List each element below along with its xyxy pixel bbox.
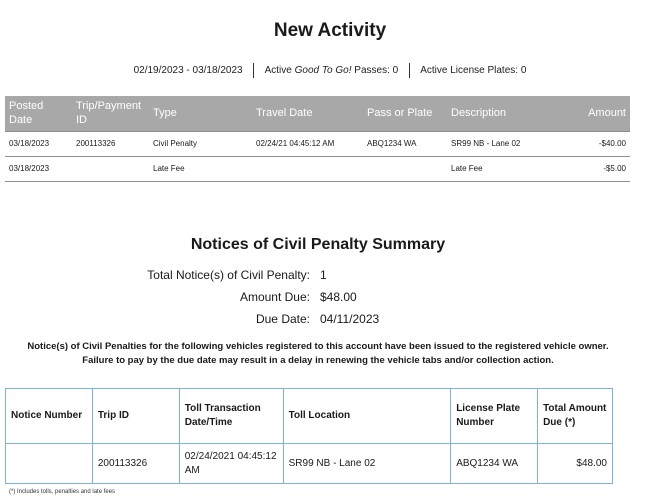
description-cell: Late Fee [447,156,560,181]
notices-header-row [6,389,613,444]
total-notices-label: Total Notice(s) of Civil Penalty: [147,268,310,282]
posted-date-cell: 03/18/2023 [5,156,72,181]
notices-table [5,388,613,484]
posted-date-cell: 03/18/2023 [5,131,72,156]
header-license-plate-number: License Plate Number [451,389,538,444]
amount-due-label: Amount Due: [239,290,310,304]
header-type: Type [149,96,252,131]
total-notices-row [0,268,660,284]
header-notice-number: Notice Number [6,389,93,444]
license-plate-cell: ABQ1234 WA [451,444,538,484]
active-plates: Active License Plates: 0 [420,65,527,77]
page-title: New Activity [273,20,387,41]
table-row [5,131,630,156]
header-trip-id: Trip ID [92,389,179,444]
pass-or-plate-cell [363,156,447,181]
date-range: 02/19/2023 - 03/18/2023 [133,65,243,77]
separator [253,63,254,78]
amount-due-row [0,290,660,306]
total-amount-cell: $48.00 [538,444,613,484]
civil-penalty-summary-title: Notices of Civil Penalty Summary [190,236,446,253]
footnote: (*) Includes tolls, penalties and late fees [9,489,116,495]
datetime-cell: 02/24/2021 04:45:12 AM [179,444,283,484]
trip-id-cell [72,156,149,181]
header-travel-date: Travel Date [252,96,363,131]
due-date-value: 04/11/2023 [320,312,380,326]
table-row [6,444,613,484]
travel-date-cell: 02/24/21 04:45:12 AM [252,131,363,156]
amount-due-value: $48.00 [320,290,357,304]
active-passes: Active Good To Go! Passes: 0 [264,65,399,77]
separator [409,63,410,78]
amount-cell: -$5.00 [560,156,630,181]
notice-line-1: Notice(s) of Civil Penalties for the following vehicles registered to this account have been issued to the registered vehicle owner. [27,341,609,352]
amount-cell: -$40.00 [560,131,630,156]
due-date-label: Due Date: [255,312,310,326]
header-amount: Amount [560,96,630,131]
trip-id-cell: 200113326 [92,444,179,484]
header-description: Description [447,96,560,131]
notice-number-cell [6,444,93,484]
total-notices-value: 1 [320,268,327,282]
activity-table [5,96,630,182]
header-toll-transaction-datetime: Toll Transaction Date/Time [179,389,283,444]
type-cell: Late Fee [149,156,252,181]
description-cell: SR99 NB - Lane 02 [447,131,560,156]
activity-header-row [5,96,630,131]
toll-location-cell: SR99 NB - Lane 02 [283,444,451,484]
header-toll-location: Toll Location [283,389,451,444]
header-posted-date: Posted Date [5,96,72,131]
header-total-amount-due: Total Amount Due (*) [538,389,613,444]
account-summary-line [0,63,660,78]
header-pass-or-plate: Pass or Plate [363,96,447,131]
trip-id-cell: 200113326 [72,131,149,156]
table-row [5,156,630,181]
notice-line-2: Failure to pay by the due date may result in a delay in renewing the vehicle tabs and/or collection action. [82,355,554,366]
header-trip-payment-id: Trip/Payment ID [72,96,149,131]
due-date-row [0,312,660,328]
travel-date-cell [252,156,363,181]
pass-or-plate-cell: ABQ1234 WA [363,131,447,156]
civil-penalty-notice [0,340,636,368]
type-cell: Civil Penalty [149,131,252,156]
